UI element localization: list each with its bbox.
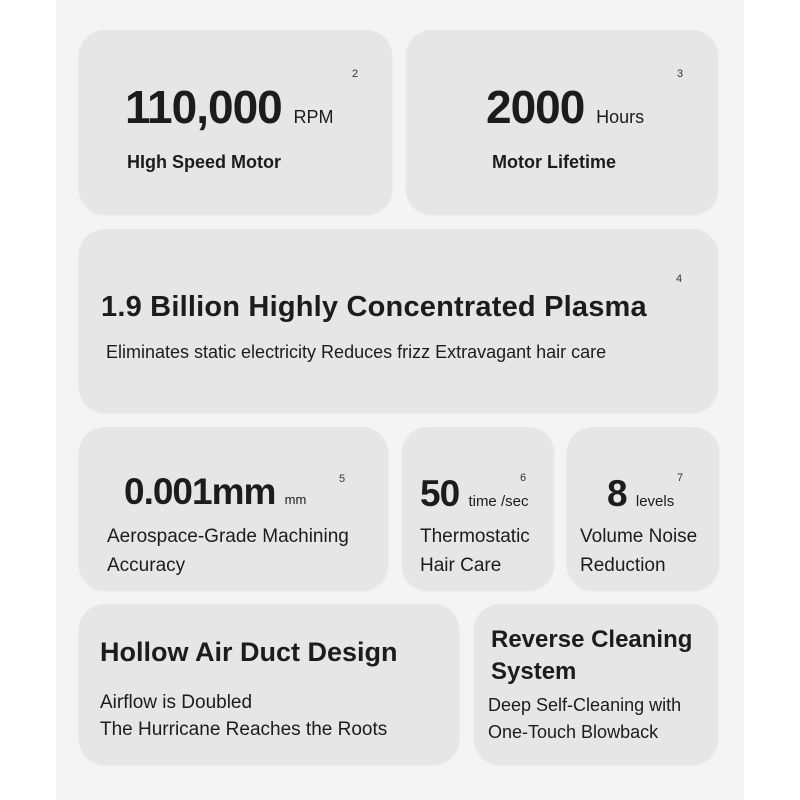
thermostatic-label-line1: Thermostatic (420, 526, 530, 547)
thermostatic-unit: time /sec (468, 493, 529, 510)
cleaning-line1: Deep Self-Cleaning with (488, 695, 682, 715)
motor-speed-unit: RPM (293, 107, 334, 127)
cleaning-title-line2: System (491, 658, 577, 685)
card-plasma (79, 229, 718, 412)
card-thermostatic (402, 427, 554, 590)
noise-label-line1: Volume Noise (580, 526, 698, 547)
noise-value-line (607, 473, 674, 515)
motor-lifetime-unit: Hours (596, 107, 645, 127)
plasma-subtitle: Eliminates static electricity Reduces frizz Extravagant hair care (106, 342, 607, 362)
plasma-title: 1.9 Billion Highly Concentrated Plasma (101, 291, 647, 323)
footnote-marker: 2 (352, 68, 359, 80)
motor-lifetime-label: Motor Lifetime (492, 152, 616, 172)
motor-lifetime-value-line (486, 80, 644, 134)
precision-value: 0.001mm (124, 471, 276, 512)
air-duct-title: Hollow Air Duct Design (100, 637, 398, 667)
card-air-duct (79, 604, 459, 764)
card-motor-lifetime (406, 30, 718, 214)
footnote-marker: 4 (676, 273, 683, 285)
motor-lifetime-value: 2000 (486, 81, 585, 133)
thermostatic-label-line2: Hair Care (420, 555, 502, 576)
motor-speed-value-line (125, 80, 334, 134)
precision-label-line2: Accuracy (107, 555, 186, 576)
precision-value-line (124, 471, 306, 513)
cleaning-title-line1: Reverse Cleaning (491, 626, 693, 653)
motor-speed-value: 110,000 (125, 81, 282, 133)
noise-value: 8 (607, 473, 627, 514)
thermostatic-value: 50 (420, 473, 460, 514)
footnote-marker: 6 (520, 472, 527, 484)
air-duct-line1: Airflow is Doubled (100, 692, 253, 713)
motor-speed-label: HIgh Speed Motor (127, 152, 281, 172)
cleaning-line2: One-Touch Blowback (488, 722, 659, 742)
card-precision (79, 427, 388, 590)
precision-unit: mm (284, 492, 307, 507)
air-duct-line2: The Hurricane Reaches the Roots (100, 719, 388, 740)
noise-label-line2: Reduction (580, 555, 666, 576)
card-noise (567, 427, 719, 590)
thermostatic-value-line (420, 473, 528, 515)
card-motor-speed (79, 30, 392, 214)
card-reverse-cleaning (474, 604, 718, 764)
footnote-marker: 7 (677, 472, 684, 484)
footnote-marker: 3 (677, 68, 684, 80)
precision-label-line1: Aerospace-Grade Machining (107, 526, 349, 547)
noise-unit: levels (635, 493, 675, 510)
footnote-marker: 5 (339, 473, 346, 485)
